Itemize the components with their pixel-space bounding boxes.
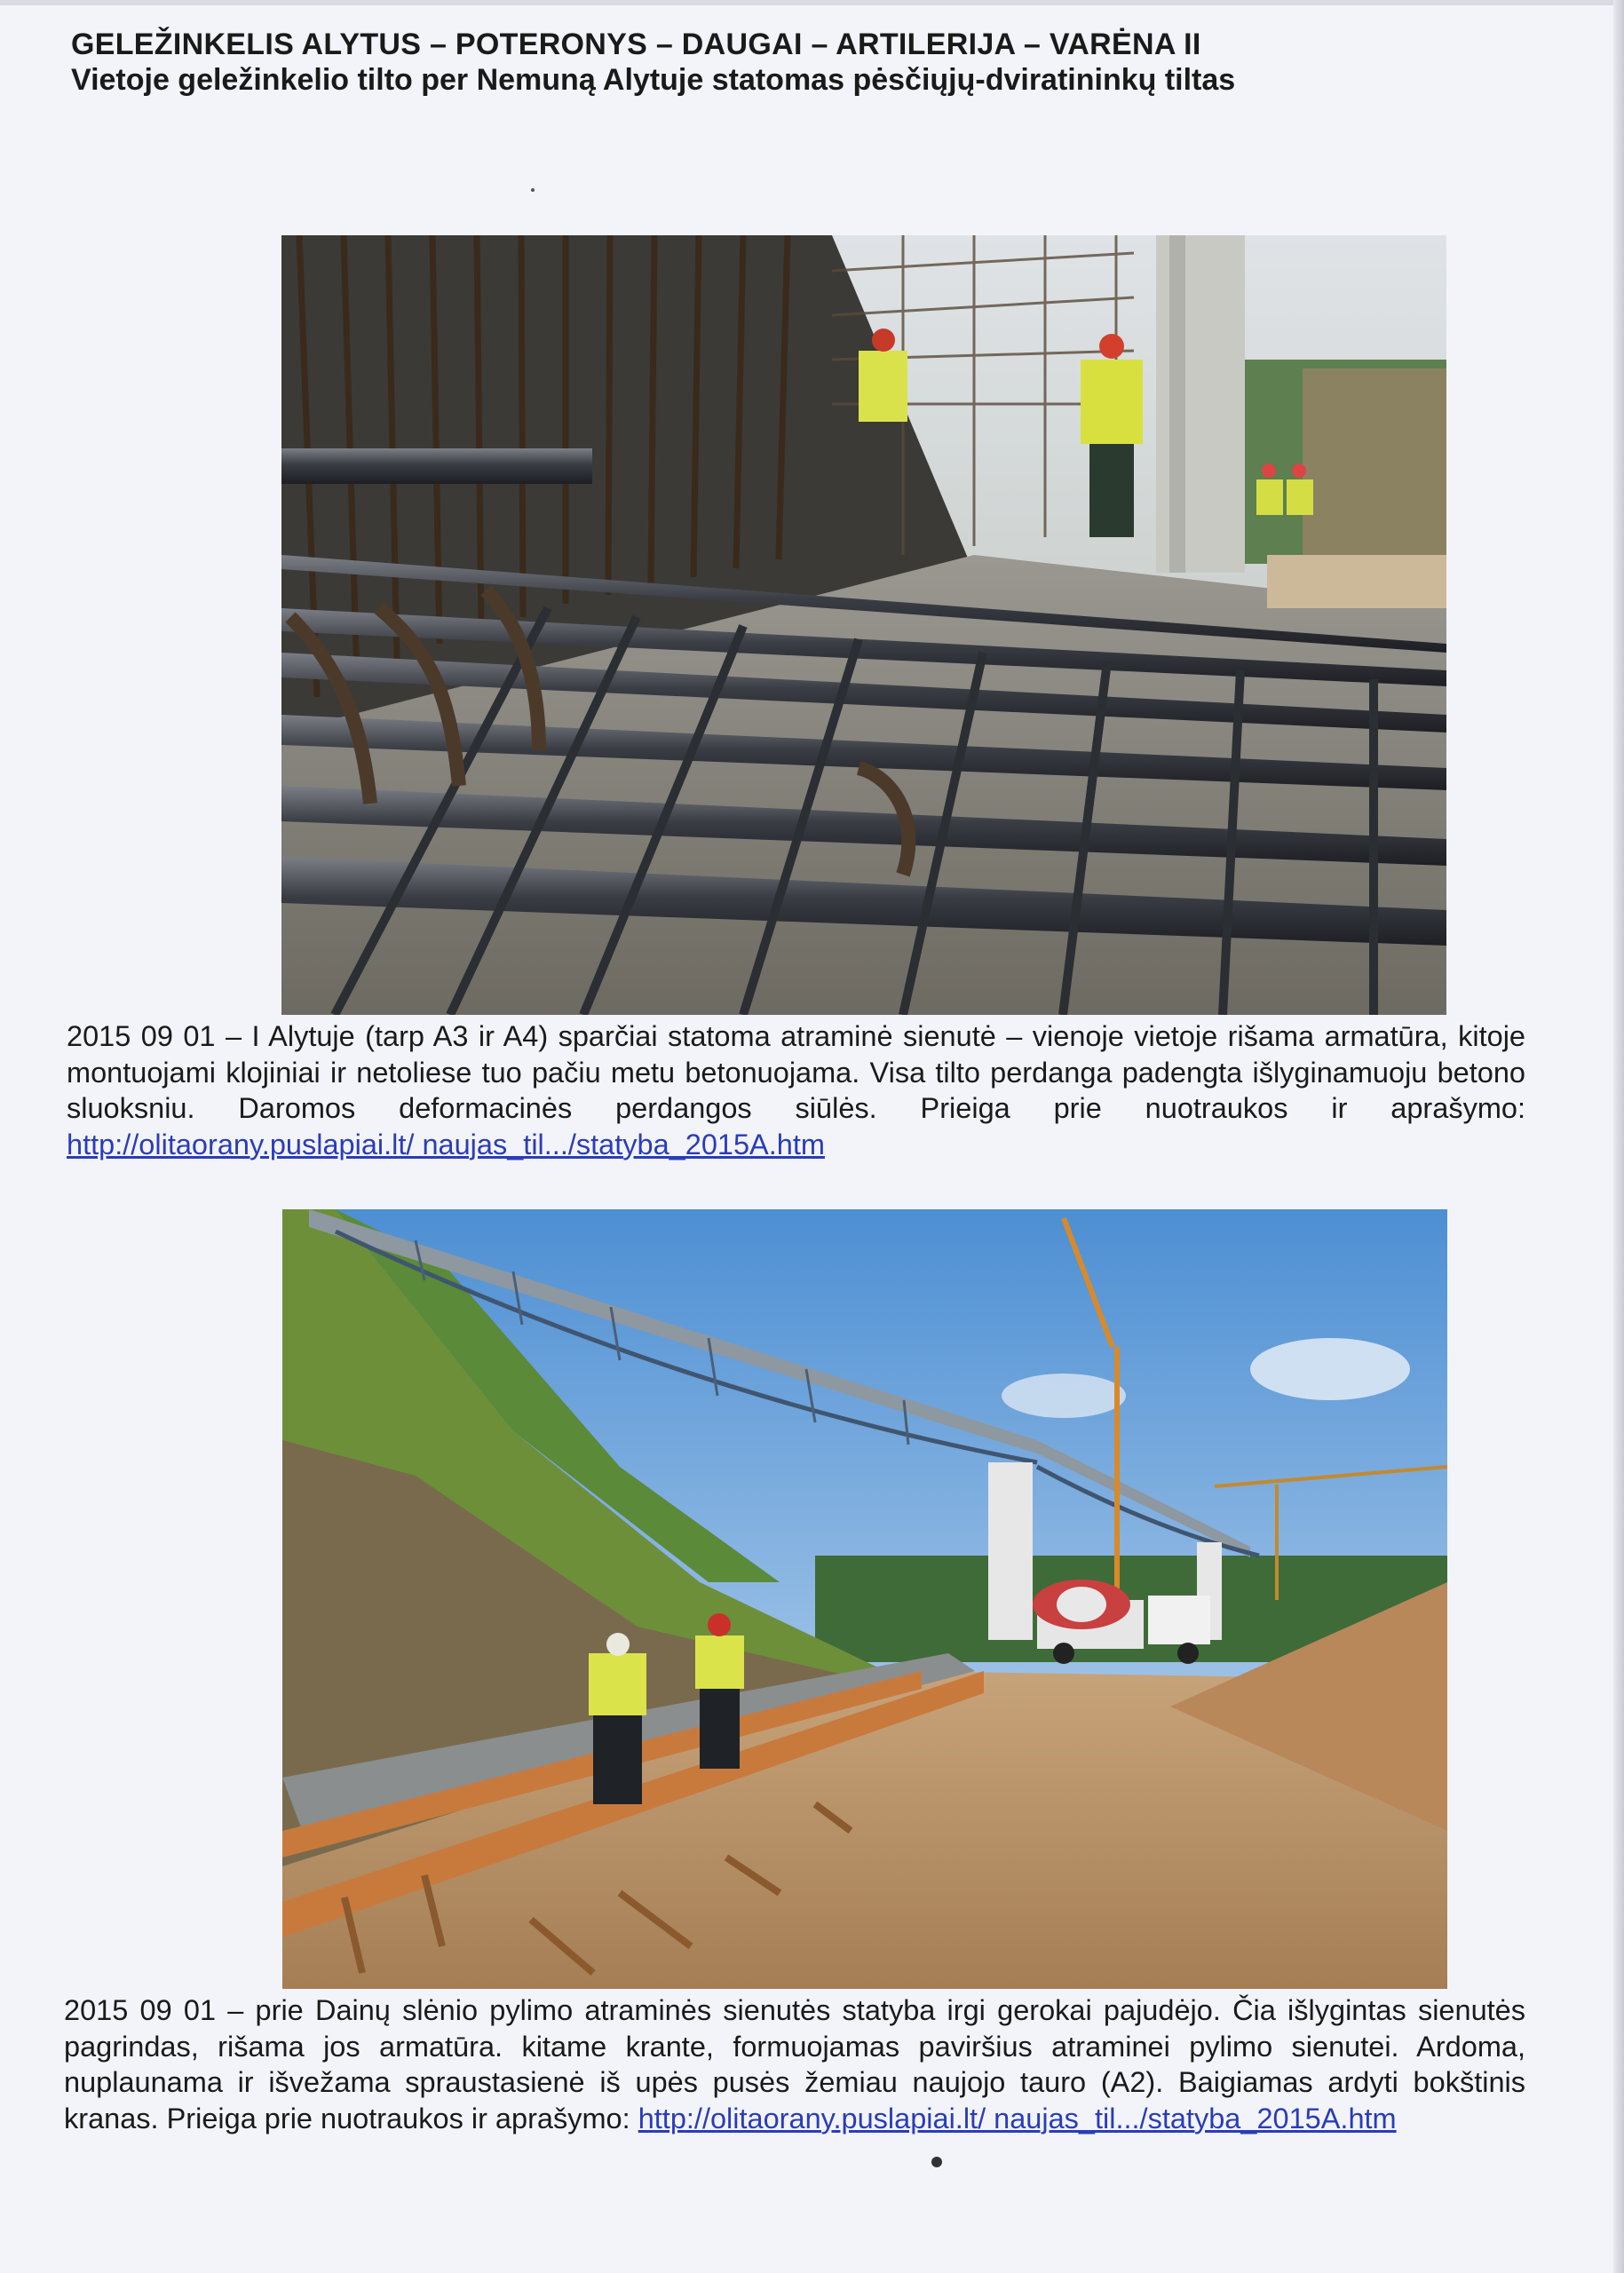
photo1-caption [67, 1018, 1525, 1162]
photo2-caption [64, 1992, 1525, 2136]
scan-right-edge [1613, 0, 1624, 2273]
page-title: GELEŽINKELIS ALYTUS – POTERONYS – DAUGAI – ARTILERIJA – VARĖNA II [71, 28, 1201, 61]
scan-speck [531, 188, 535, 192]
photo1-source-link[interactable]: http://olitaorany.puslapiai.lt/ naujas_til.../statyba_2015A.htm [67, 1128, 825, 1160]
scan-speck [931, 2157, 942, 2167]
valley-photo-illustration [282, 1209, 1447, 1989]
photo-rebar-construction [281, 235, 1446, 1015]
page-header [71, 27, 1563, 98]
scan-top-edge [0, 0, 1624, 5]
photo2-source-link[interactable]: http://olitaorany.puslapiai.lt/ naujas_til.../statyba_2015A.htm [638, 2102, 1397, 2134]
page-subtitle: Vietoje geležinkelio tilto per Nemuną Alytuje statomas pėsčiųjų-dviratininkų tiltas [71, 63, 1236, 97]
photo1-caption-text: 2015 09 01 – I Alytuje (tarp A3 ir A4) sparčiai statoma atraminė sienutė – vienoje vietoje rišama armatūra, kitoje montuojami klojiniai ir netoliese tuo pačiu metu betonuojama. Visa tilto perdanga padengta išlyginamuoju betono sluoksniu. Daromos deformacinės perdangos siūlės. Prieiga prie nuotraukos ir aprašymo: [67, 1020, 1525, 1124]
photo2-caption-text: 2015 09 01 – prie Dainų slėnio pylimo atraminės sienutės statyba irgi gerokai pajudėjo. Čia išlygintas sienutės pagrindas, rišama jos armatūra. kitame krante, formuojamas paviršius atraminei pylimo sienutei. Ardoma, nuplaunama ir išvežama spraustasienė iš upės pusės žemiau naujojo tauro (A2). Baigiamas ardyti bokštinis kranas. Prieiga prie nuotraukos ir aprašymo: [64, 1994, 1525, 2134]
rebar-photo-illustration [281, 235, 1446, 1015]
photo-retaining-wall-construction [282, 1209, 1447, 1989]
